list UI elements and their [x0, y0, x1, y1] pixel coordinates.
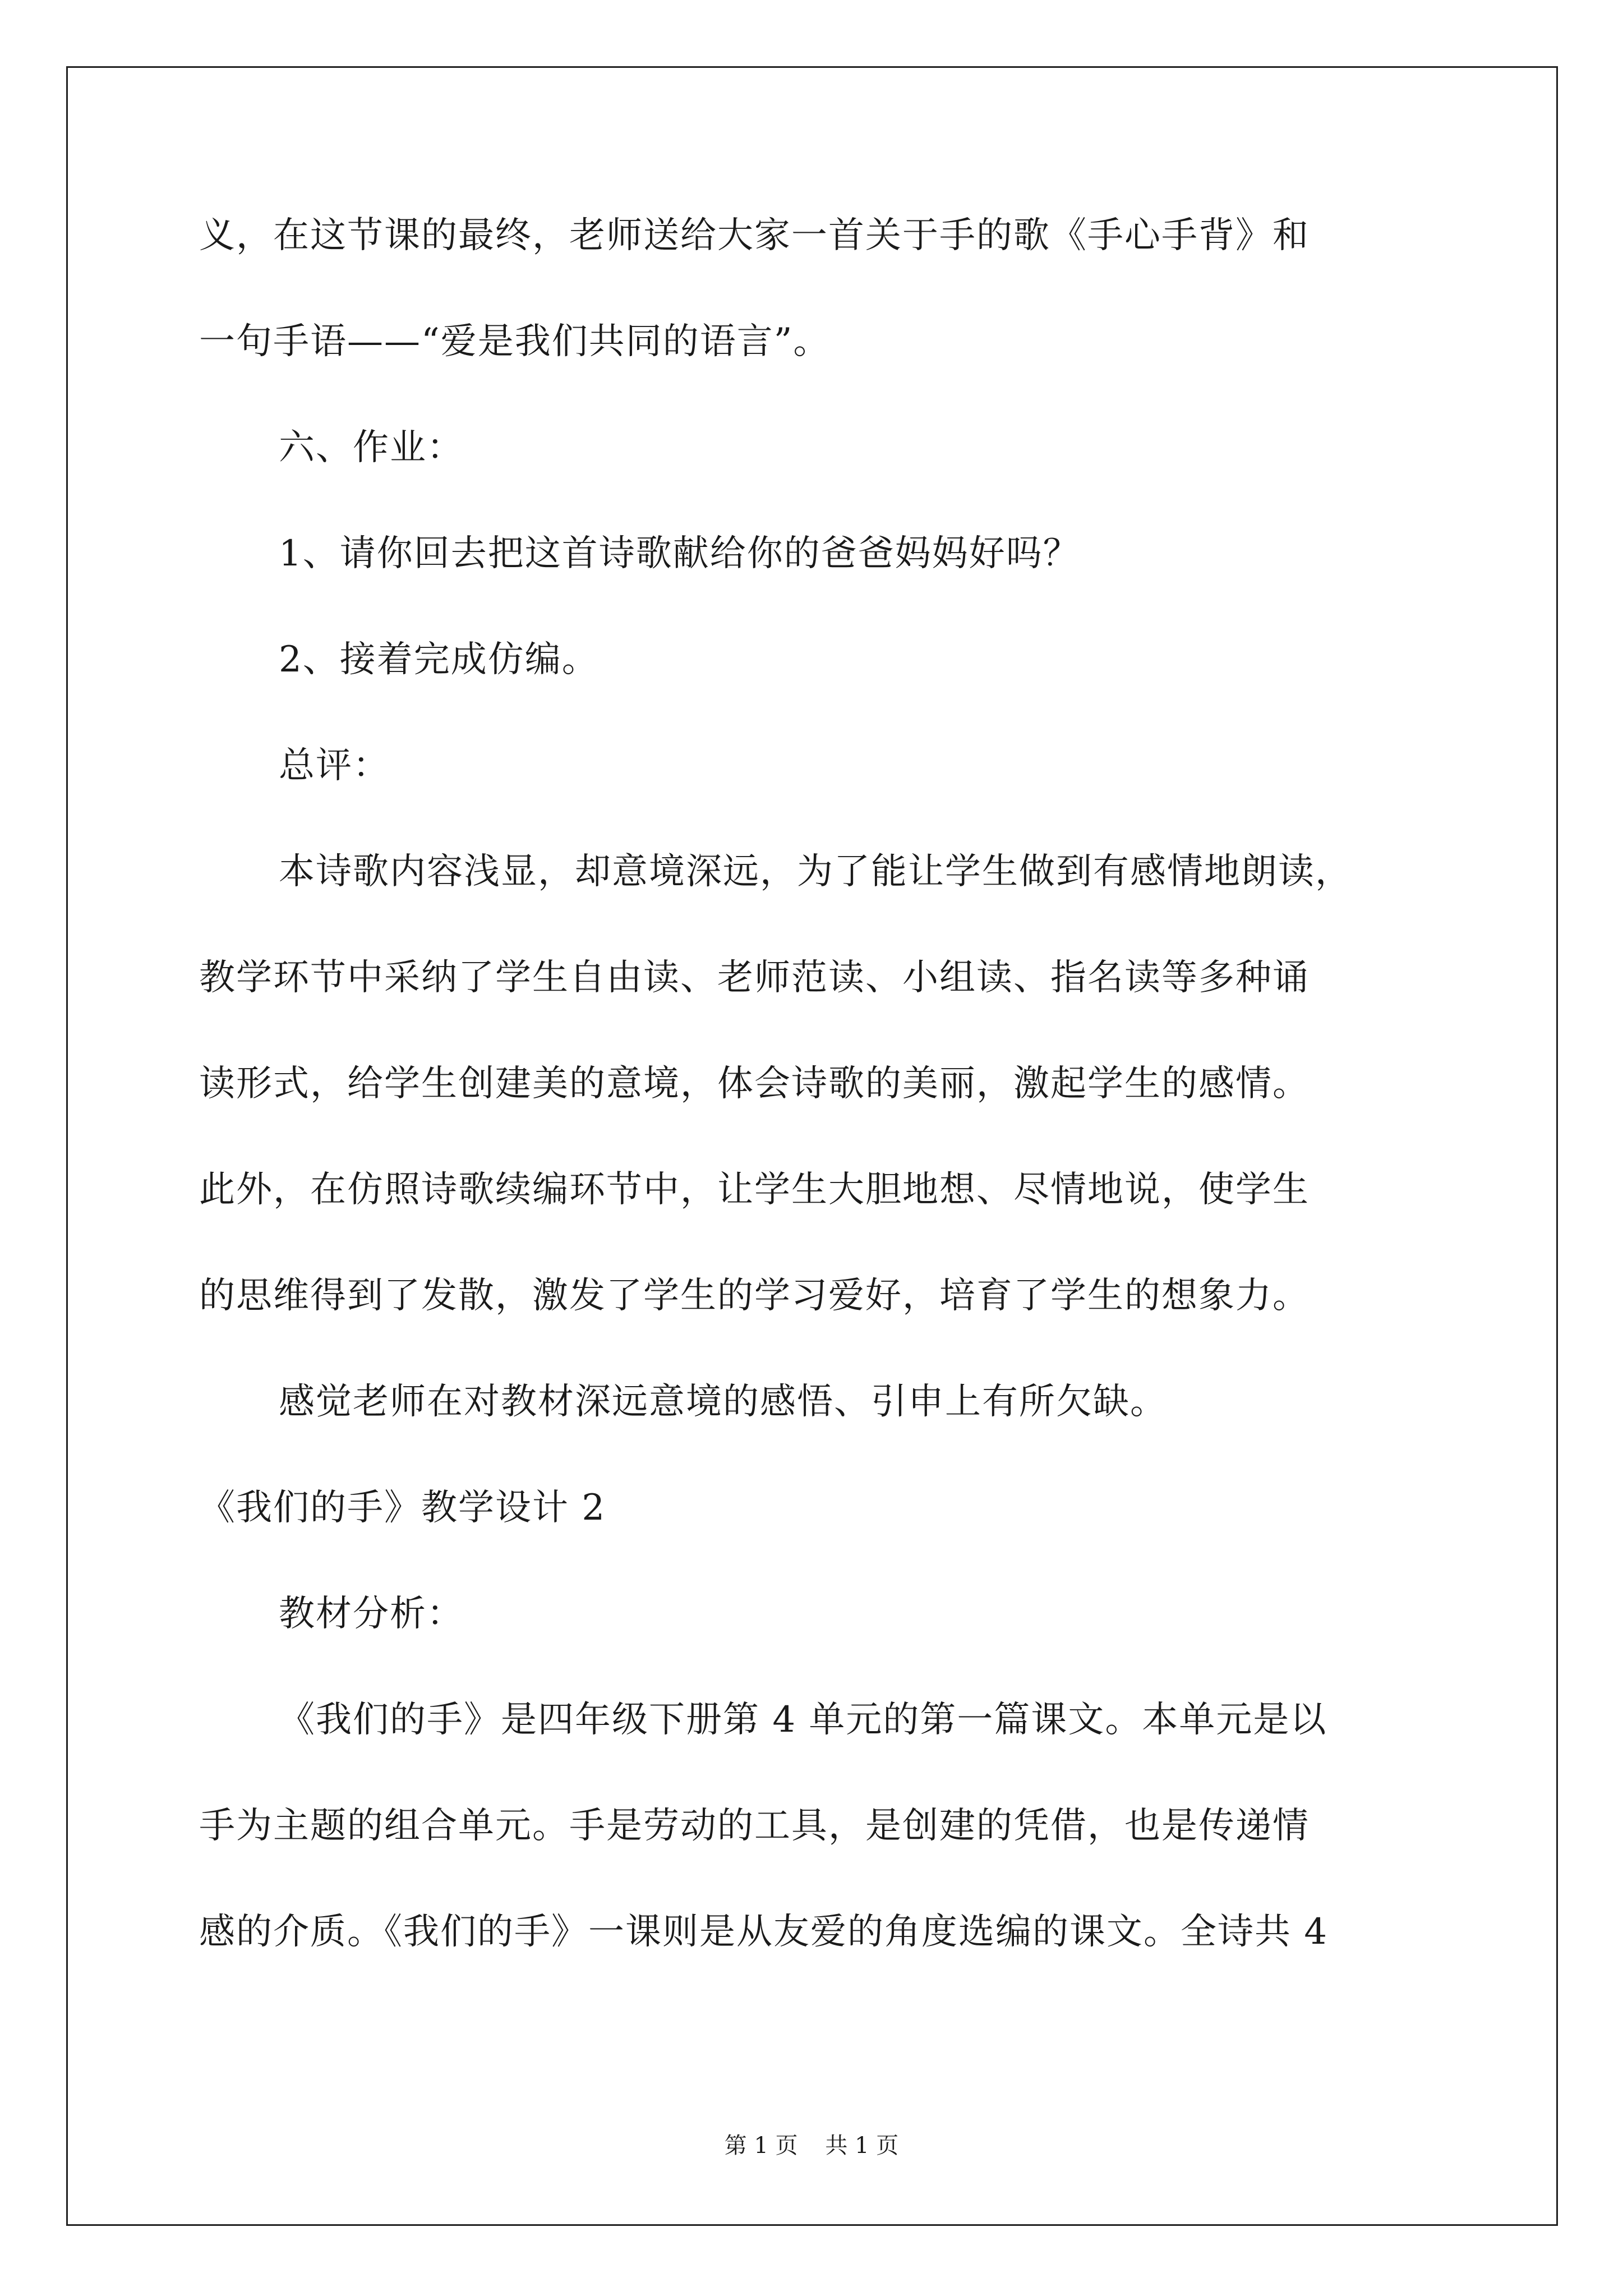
- section-heading: 六、作业：: [279, 427, 464, 468]
- text-line: 感的介质。《我们的手》一课则是从友爱的角度选编的课文。全诗共 4: [199, 1911, 1329, 1953]
- list-item: 1、请你回去把这首诗歌献给你的爸爸妈妈好吗？: [279, 533, 1080, 574]
- text-line: 手为主题的组合单元。手是劳动的工具，是创建的凭借，也是传递情: [199, 1805, 1310, 1847]
- text-line: 读形式，给学生创建美的意境，体会诗歌的美丽，激起学生的感情。: [199, 1063, 1310, 1105]
- text-line: 一句手语——“爱是我们共同的语言”。: [199, 321, 831, 362]
- section-heading: 教材分析：: [279, 1593, 464, 1635]
- text-line: 义，在这节课的最终，老师送给大家一首关于手的歌《手心手背》和: [199, 215, 1310, 256]
- text-line: 感觉老师在对教材深远意境的感悟、引申上有所欠缺。: [279, 1381, 1167, 1423]
- text-line: 教学环节中采纳了学生自由读、老师范读、小组读、指名读等多种诵: [199, 957, 1310, 999]
- page-border: [66, 66, 1558, 2226]
- page-number: 第 1 页: [724, 2133, 798, 2159]
- text-line: 《我们的手》是四年级下册第 4 单元的第一篇课文。本单元是以: [279, 1699, 1327, 1741]
- list-item: 2、接着完成仿编。: [279, 639, 599, 680]
- page-total: 共 1 页: [825, 2133, 899, 2159]
- text-line: 本诗歌内容浅显，却意境深远，为了能让学生做到有感情地朗读，: [279, 851, 1352, 892]
- section-heading: 总评：: [279, 745, 390, 786]
- text-line: 此外，在仿照诗歌续编环节中，让学生大胆地想、尽情地说，使学生: [199, 1169, 1310, 1211]
- document-title: 《我们的手》教学设计 2: [199, 1487, 606, 1529]
- page-footer: [0, 2132, 1623, 2160]
- text-line: 的思维得到了发散，激发了学生的学习爱好，培育了学生的想象力。: [199, 1275, 1310, 1317]
